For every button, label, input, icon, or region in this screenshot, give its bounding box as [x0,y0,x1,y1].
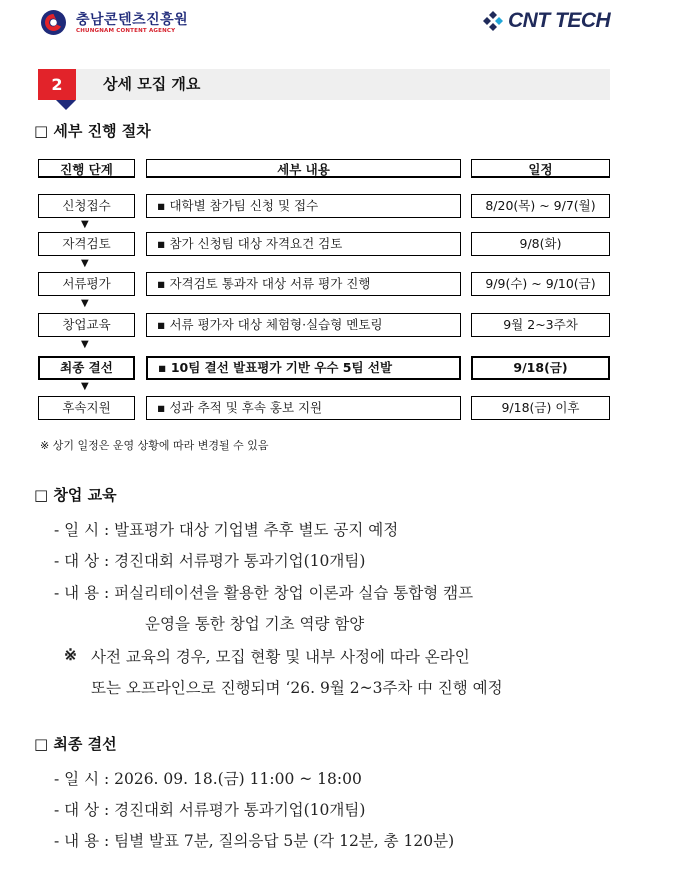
section-badge-tail [56,100,76,110]
stage-cell: 서류평가 [38,272,135,296]
column-header-detail: 세부 내용 [146,159,461,178]
agency-logo-icon [40,9,67,36]
cnt-tech-logo [482,8,642,38]
schedule-change-note: ※ 상기 일정은 운영 상황에 따라 변경될 수 있음 [40,439,269,452]
stage-cell-highlight: 최종 결선 [38,356,135,380]
chungnam-content-agency-logo [40,8,240,38]
education-date-line: - 일 시 : 발표평가 대상 기업별 추후 별도 공지 예정 [54,521,399,539]
detail-cell: ▪ 서류 평가자 대상 체험형·실습형 멘토링 [146,313,461,337]
stage-cell: 후속지원 [38,396,135,420]
education-notice-mark: ※ [64,645,77,664]
date-cell: 8/20(목) ~ 9/7(월) [471,194,610,218]
column-header-stage: 진행 단계 [38,159,135,178]
date-cell: 9/9(수) ~ 9/10(금) [471,272,610,296]
agency-name-en: CHUNGNAM CONTENT AGENCY [76,28,176,34]
flow-arrow-icon: ▼ [81,219,89,230]
partner-name: CNT TECH [508,9,611,32]
education-notice-line: 사전 교육의 경우, 모집 현황 및 내부 사정에 따라 온라인 [91,648,470,666]
detail-cell: ▪ 자격검토 통과자 대상 서류 평가 진행 [146,272,461,296]
column-header-date: 일정 [471,159,610,178]
education-content-line: - 내 용 : 퍼실리테이션을 활용한 창업 이론과 실습 통합형 캠프 [54,584,474,602]
stage-cell: 신청접수 [38,194,135,218]
detail-cell: ▪ 대학별 참가팀 신청 및 접수 [146,194,461,218]
education-content-line-cont: 운영을 통한 창업 기초 역량 함양 [145,615,365,633]
agency-name-kr: 충남콘텐츠진흥원 [76,12,189,28]
detail-cell: ▪ 성과 추적 및 후속 홍보 지원 [146,396,461,420]
education-heading: □ 창업 교육 [34,486,117,504]
date-cell-highlight: 9/18(금) [471,356,610,380]
cnt-diamond-icon [482,10,504,32]
flow-arrow-icon: ▼ [81,339,89,350]
date-cell: 9/18(금) 이후 [471,396,610,420]
stage-cell: 자격검토 [38,232,135,256]
flow-arrow-icon: ▼ [81,258,89,269]
final-date-line: - 일 시 : 2026. 09. 18.(금) 11:00 ~ 18:00 [54,770,362,788]
section-number-badge: 2 [38,69,76,100]
final-target-line: - 대 상 : 경진대회 서류평가 통과기업(10개팀) [54,801,366,819]
final-heading: □ 최종 결선 [34,735,117,753]
education-target-line: - 대 상 : 경진대회 서류평가 통과기업(10개팀) [54,552,366,570]
flow-arrow-icon: ▼ [81,298,89,309]
education-notice-line: 또는 오프라인으로 진행되며 ‘26. 9월 2~3주차 中 진행 예정 [91,679,503,697]
procedure-heading: □ 세부 진행 절차 [34,122,151,140]
final-content-line: - 내 용 : 팀별 발표 7분, 질의응답 5분 (각 12분, 총 120분) [54,832,455,850]
date-cell: 9/8(화) [471,232,610,256]
section-title: 상세 모집 개요 [103,75,201,93]
detail-cell-highlight: ▪ 10팀 결선 발표평가 기반 우수 5팀 선발 [146,356,461,380]
flow-arrow-icon: ▼ [81,381,89,392]
date-cell: 9월 2~3주차 [471,313,610,337]
stage-cell: 창업교육 [38,313,135,337]
detail-cell: ▪ 참가 신청팀 대상 자격요건 검토 [146,232,461,256]
